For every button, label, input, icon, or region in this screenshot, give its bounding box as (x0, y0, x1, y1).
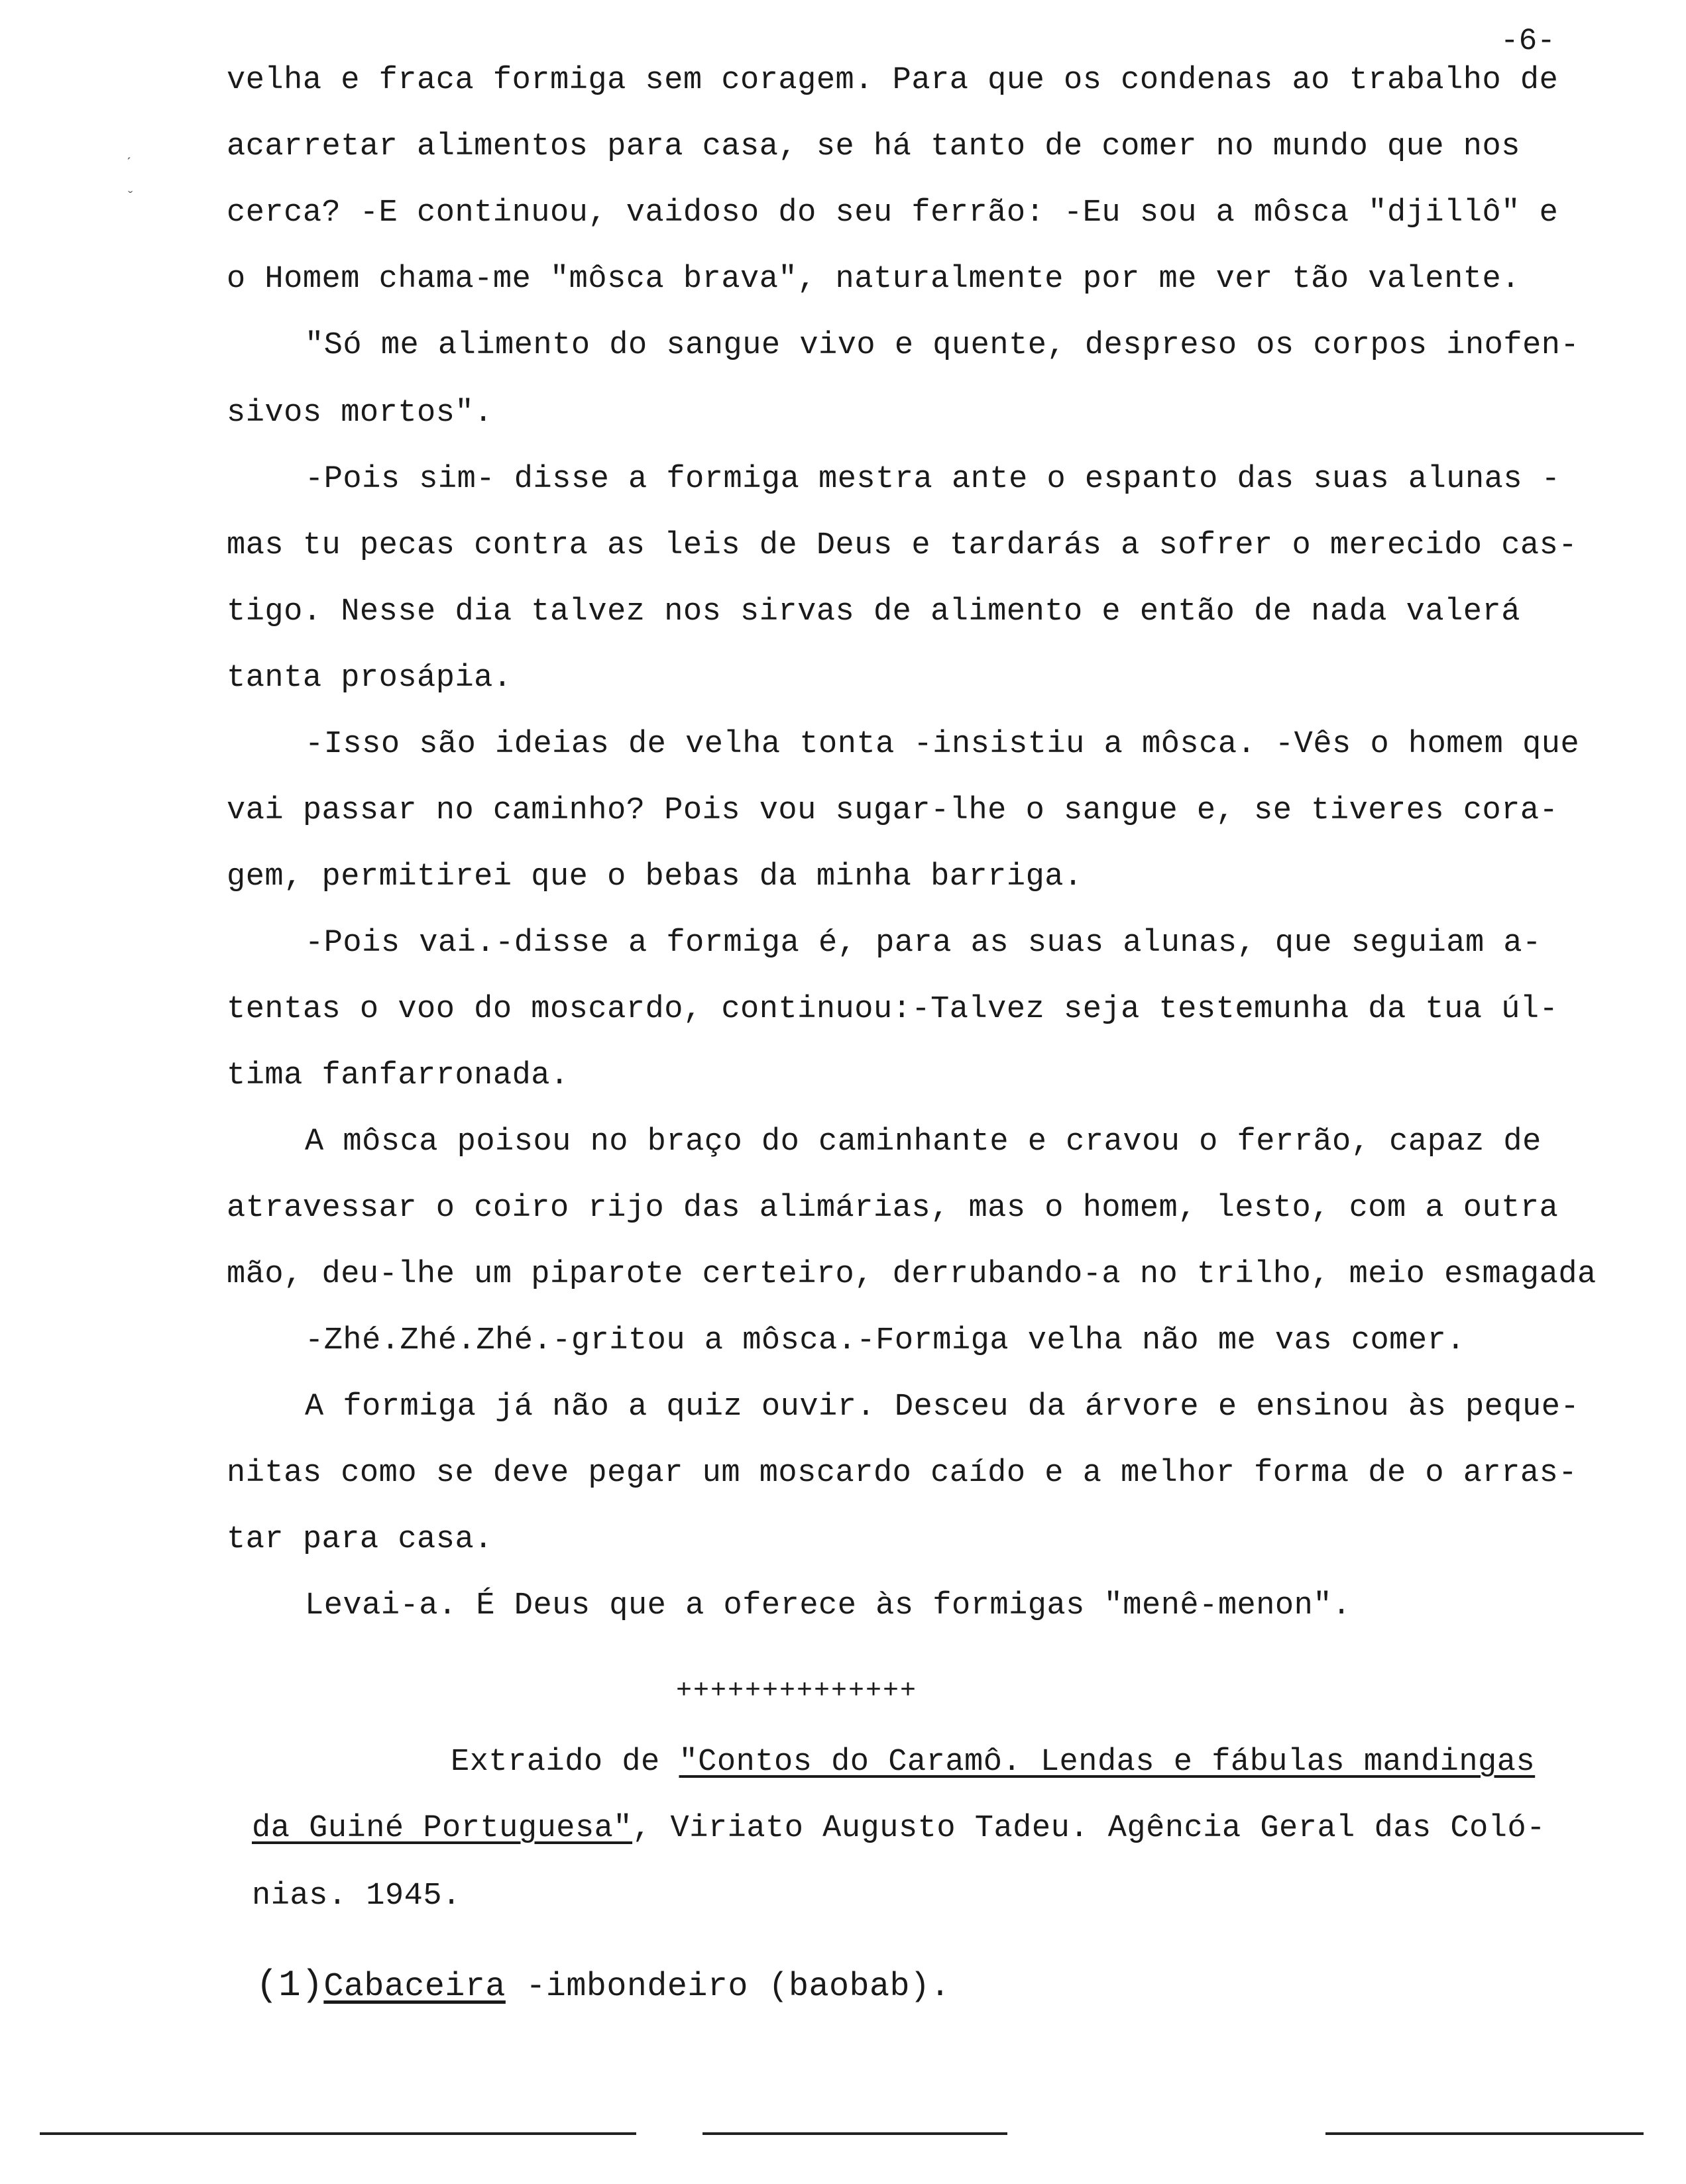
margin-mark: ˇ (126, 190, 135, 206)
text-line: tima fanfarronada. (227, 1058, 569, 1093)
citation-title-1: "Contos do Caramô. Lendas e fábulas mandingas (679, 1745, 1536, 1780)
text-line: sivos mortos". (227, 396, 493, 431)
text-line: tar para casa. (227, 1522, 493, 1557)
text-line: -Pois sim- disse a formiga mestra ante o espanto das suas alunas - (305, 462, 1561, 497)
text-line: -Isso são ideias de velha tonta -insistiu a môsca. -Vês o homem que (305, 727, 1580, 762)
text-line: velha e fraca formiga sem coragem. Para que os condenas ao trabalho de (227, 63, 1559, 98)
margin-mark: ˏ (125, 144, 134, 161)
footnote-marker: (1) (256, 1964, 324, 2006)
footnote (256, 1965, 1686, 2007)
text-line: acarretar alimentos para casa, se há tanto de comer no mundo que nos (227, 129, 1520, 164)
citation-author: , Viriato Augusto Tadeu. Agência Geral das Coló- (632, 1811, 1546, 1846)
text-line: cerca? -E continuou, vaidoso do seu ferrão: -Eu sou a môsca "djillô" e (227, 195, 1559, 231)
text-line: mas tu pecas contra as leis de Deus e tardarás a sofrer o merecido cas- (227, 528, 1578, 563)
text-line: -Zhé.Zhé.Zhé.-gritou a môsca.-Formiga velha não me vas comer. (305, 1323, 1465, 1358)
text-line: vai passar no caminho? Pois vou sugar-lhe o sangue e, se tiveres cora- (227, 793, 1559, 828)
citation-line (252, 1809, 1686, 1849)
text-line: atravessar o coiro rijo das alimárias, mas o homem, lesto, com a outra (227, 1191, 1559, 1226)
section-separator: ++++++++++++++ (676, 1676, 918, 1706)
citation-prefix: Extraido de (451, 1745, 679, 1780)
bottom-rule-left (40, 2132, 636, 2135)
footnote-term: Cabaceira (323, 1968, 506, 2006)
text-line: nitas como se deve pegar um moscardo caído e a melhor forma de o arras- (227, 1456, 1578, 1491)
citation-line (451, 1743, 1686, 1782)
text-line: tigo. Nesse dia talvez nos sirvas de alimento e então de nada valerá (227, 594, 1520, 629)
page-number: -6- (1500, 24, 1555, 58)
text-line: A formiga já não a quiz ouvir. Desceu da árvore e ensinou às peque- (305, 1390, 1580, 1425)
bottom-rule-right (1325, 2132, 1644, 2135)
text-line: o Homem chama-me "môsca brava", naturalmente por me ver tão valente. (227, 262, 1520, 297)
text-line: -Pois vai.-disse a formiga é, para as suas alunas, que seguiam a- (305, 926, 1542, 961)
text-line: mão, deu-lhe um piparote certeiro, derrubando-a no trilho, meio esmagada (227, 1257, 1597, 1292)
text-line: Levai-a. É Deus que a oferece às formigas "menê-menon". (305, 1588, 1351, 1623)
text-line: "Só me alimento do sangue vivo e quente, despreso os corpos inofen- (305, 328, 1580, 363)
text-line: tentas o voo do moscardo, continuou:-Talvez seja testemunha da tua úl- (227, 992, 1559, 1027)
citation-line: nias. 1945. (252, 1879, 461, 1914)
footnote-definition: -imbondeiro (baobab). (505, 1968, 950, 2006)
text-line: gem, permitirei que o bebas da minha barriga. (227, 859, 1083, 895)
text-line: tanta prosápia. (227, 661, 512, 696)
bottom-rule-middle (702, 2132, 1007, 2135)
text-line: A môsca poisou no braço do caminhante e cravou o ferrão, capaz de (305, 1124, 1542, 1160)
citation-title-2: da Guiné Portuguesa" (252, 1811, 633, 1846)
